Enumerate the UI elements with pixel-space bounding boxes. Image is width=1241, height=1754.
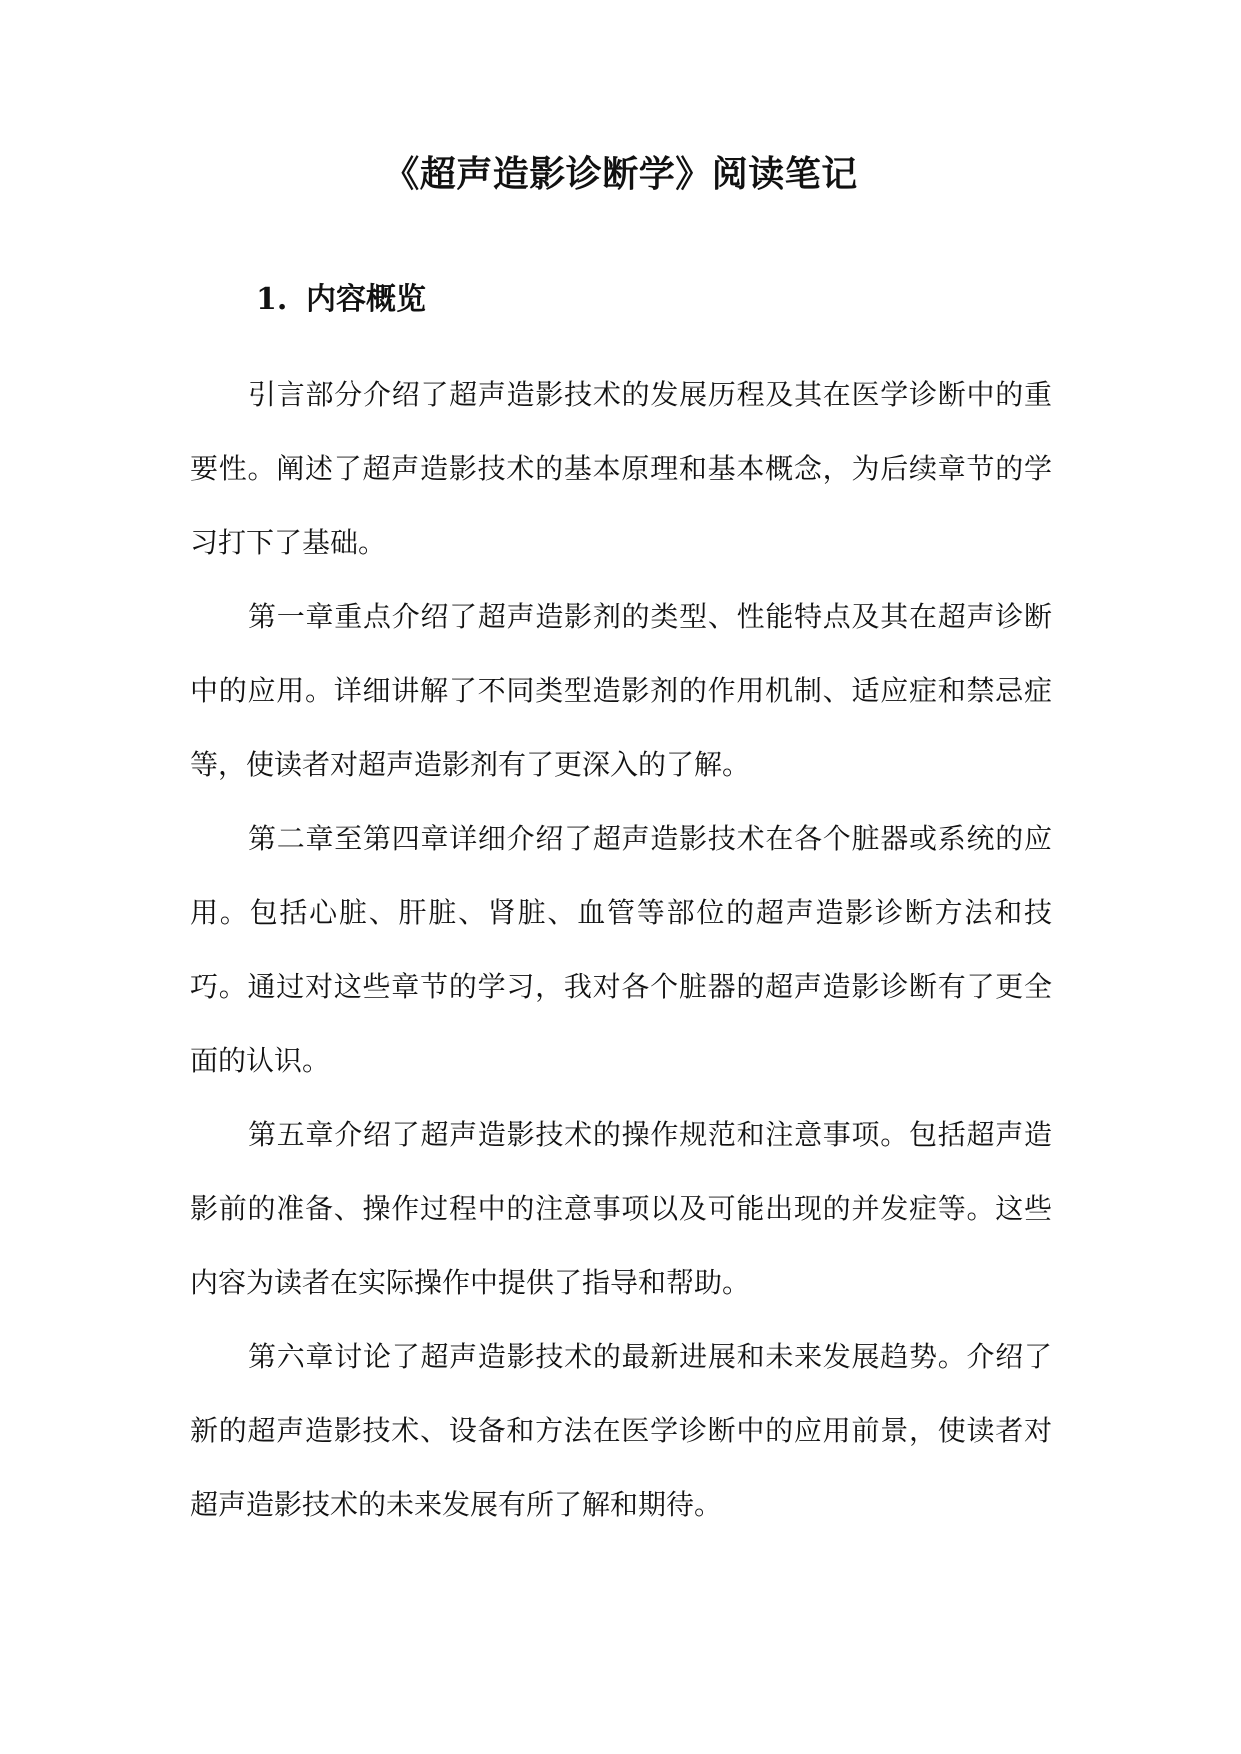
paragraph-chapter-5: 第五章介绍了超声造影技术的操作规范和注意事项。包括超声造影前的准备、操作过程中的注意事项以及可能出现的并发症等。这些内容为读者在实际操作中提供了指导和帮助。 bbox=[190, 1118, 1052, 1299]
paragraph-chapters-2-4: 第二章至第四章详细介绍了超声造影技术在各个脏器或系统的应用。包括心脏、肝脏、肾脏、血管等部位的超声造影诊断方法和技巧。通过对这些章节的学习，我对各个脏器的超声造影诊断有了更全面的认识。 bbox=[190, 822, 1052, 1077]
section-heading-text: 内容概览 bbox=[306, 282, 426, 317]
paragraph-introduction: 引言部分介绍了超声造影技术的发展历程及其在医学诊断中的重要性。阐述了超声造影技术的基本原理和基本概念，为后续章节的学习打下了基础。 bbox=[190, 378, 1052, 559]
section-heading bbox=[256, 278, 426, 322]
paragraph-chapter-6: 第六章讨论了超声造影技术的最新进展和未来发展趋势。介绍了新的超声造影技术、设备和方法在医学诊断中的应用前景，使读者对超声造影技术的未来发展有所了解和期待。 bbox=[190, 1340, 1052, 1521]
document-title: 《超声造影诊断学》阅读笔记 bbox=[383, 153, 858, 195]
paragraph-chapter-1: 第一章重点介绍了超声造影剂的类型、性能特点及其在超声诊断中的应用。详细讲解了不同类型造影剂的作用机制、适应症和禁忌症等，使读者对超声造影剂有了更深入的了解。 bbox=[190, 600, 1052, 781]
document-body bbox=[190, 358, 1052, 1542]
section-number: 1. bbox=[256, 282, 288, 317]
